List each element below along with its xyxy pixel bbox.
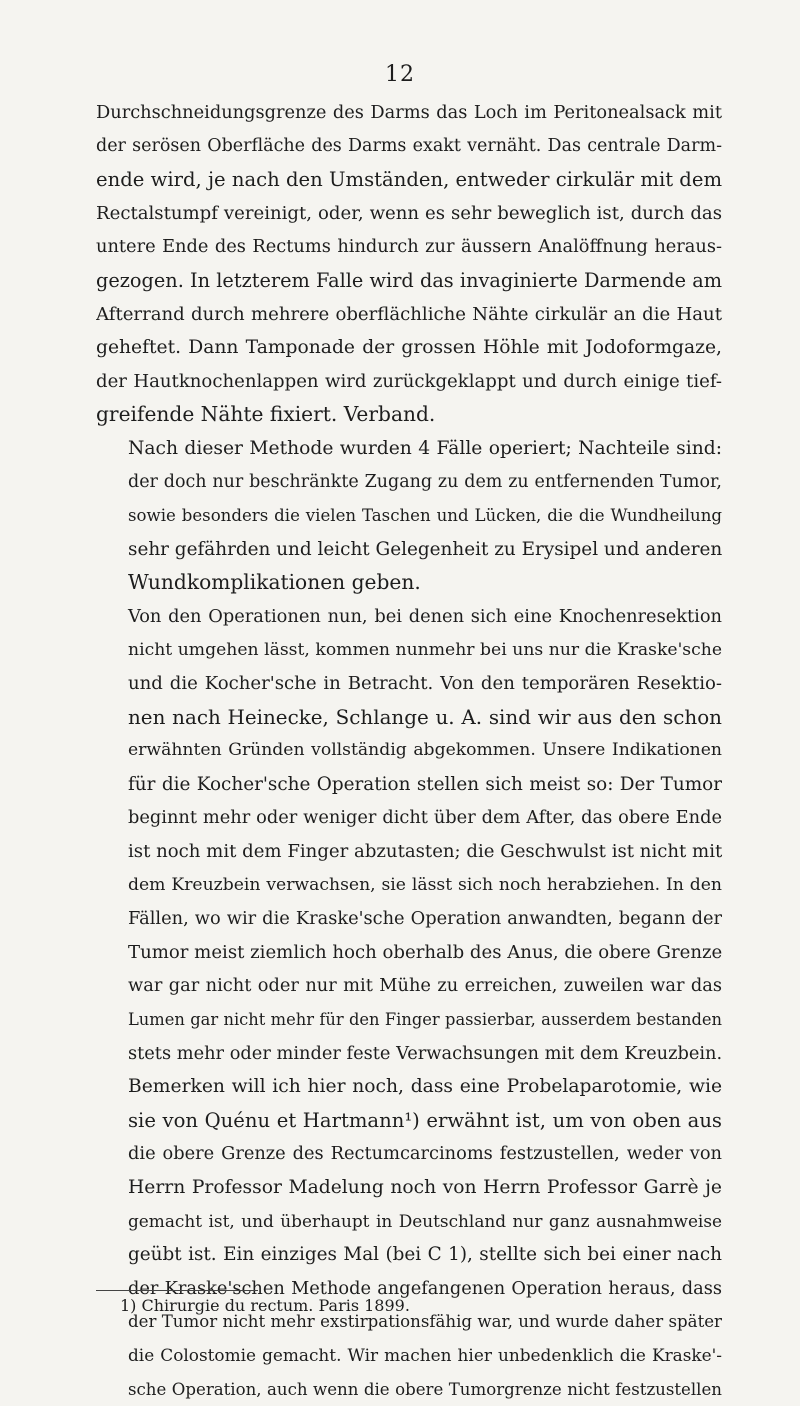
text-line: Fällen, wo wir die Kraske'sche Operation anwandten, begann der xyxy=(128,908,722,930)
text-line: beginnt mehr oder weniger dicht über dem After, das obere Ende xyxy=(128,807,722,829)
text-line: und die Kocher'sche in Betracht. Von den temporären Resektio- xyxy=(128,673,722,695)
text-line: gezogen. In letzterem Falle wird das invaginierte Darmende am xyxy=(96,268,722,292)
text-line: sie von Quénu et Hartmann¹) erwähnt ist, um von oben aus xyxy=(128,1108,722,1132)
text-line: der Tumor nicht mehr exstirpationsfähig war, und wurde daher später xyxy=(128,1312,722,1332)
text-line: Tumor meist ziemlich hoch oberhalb des Anus, die obere Grenze xyxy=(128,941,722,963)
text-line: Wundkomplikationen geben. xyxy=(128,570,421,595)
text-line: der doch nur beschränkte Zugang zu dem zu entfernenden Tumor, xyxy=(128,471,722,492)
page-number: 12 xyxy=(385,62,415,87)
footnote: 1) Chirurgie du rectum. Paris 1899. xyxy=(120,1296,410,1315)
body-text xyxy=(96,96,722,1406)
text-line: die obere Grenze des Rectumcarcinoms festzustellen, weder von xyxy=(128,1143,722,1165)
text-line: Nach dieser Methode wurden 4 Fälle operiert; Nachteile sind: xyxy=(128,437,722,459)
text-line: Durchschneidungsgrenze des Darms das Loch im Peritonealsack mit xyxy=(96,102,722,123)
text-line: der Kraske'schen Methode angefangenen Operation heraus, dass xyxy=(128,1277,722,1299)
text-line: war gar nicht oder nur mit Mühe zu erreichen, zuweilen war das xyxy=(128,975,722,997)
text-line: nen nach Heinecke, Schlange u. A. sind wir aus den schon xyxy=(128,705,722,729)
text-line: ende wird, je nach den Umständen, entweder cirkulär mit dem xyxy=(96,168,722,192)
text-line: Herrn Professor Madelung noch von Herrn Professor Garrè je xyxy=(128,1177,722,1198)
text-line: greifende Nähte fixiert. Verband. xyxy=(96,402,436,427)
paragraph-2 xyxy=(96,432,722,600)
text-line: stets mehr oder minder feste Verwachsungen mit dem Kreuzbein. xyxy=(128,1042,722,1064)
text-line: Lumen gar nicht mehr für den Finger passierbar, ausserdem bestanden xyxy=(128,1010,722,1030)
text-line: nicht umgehen lässt, kommen nunmehr bei uns nur die Kraske'sche xyxy=(128,639,722,660)
text-line: ist noch mit dem Finger abzutasten; die Geschwulst ist nicht mit xyxy=(128,841,722,863)
text-line: der Hautknochenlappen wird zurückgeklappt und durch einige tief- xyxy=(96,370,722,392)
text-line: Afterrand durch mehrere oberflächliche Nähte cirkulär an die Haut xyxy=(96,303,722,325)
text-line: geübt ist. Ein einziges Mal (bei C 1), stellte sich bei einer nach xyxy=(128,1244,722,1266)
paragraph-1 xyxy=(96,96,722,432)
paragraph-4 xyxy=(96,1070,722,1406)
text-line: untere Ende des Rectums hindurch zur äussern Analöffnung heraus- xyxy=(96,236,722,258)
text-line: Rectalstumpf vereinigt, oder, wenn es sehr beweglich ist, durch das xyxy=(96,202,722,224)
text-line: Von den Operationen nun, bei denen sich eine Knochenresektion xyxy=(128,605,722,627)
text-line: die Colostomie gemacht. Wir machen hier unbedenklich die Kraske'- xyxy=(128,1344,722,1365)
text-line: erwähnten Gründen vollständig abgekommen. Unsere Indikationen xyxy=(128,740,722,761)
text-line: sowie besonders die vielen Taschen und Lücken, die die Wundheilung xyxy=(128,506,722,526)
text-line: dem Kreuzbein verwachsen, sie lässt sich noch herabziehen. In den xyxy=(128,874,722,895)
text-line: sehr gefährden und leicht Gelegenheit zu Erysipel und anderen xyxy=(128,538,722,560)
text-line: der serösen Oberfläche des Darms exakt vernäht. Das centrale Darm- xyxy=(96,135,722,156)
text-line: sche Operation, auch wenn die obere Tumorgrenze nicht festzustellen xyxy=(128,1379,722,1399)
paragraph-3 xyxy=(96,600,722,1070)
text-line: geheftet. Dann Tamponade der grossen Höhle mit Jodoformgaze, xyxy=(96,337,722,359)
text-line: gemacht ist, und überhaupt in Deutschland nur ganz ausnahmweise xyxy=(128,1210,722,1231)
text-line: für die Kocher'sche Operation stellen sich meist so: Der Tumor xyxy=(128,773,722,795)
text-line: Bemerken will ich hier noch, dass eine Probelaparotomie, wie xyxy=(128,1076,722,1098)
footnote-divider xyxy=(96,1290,258,1291)
